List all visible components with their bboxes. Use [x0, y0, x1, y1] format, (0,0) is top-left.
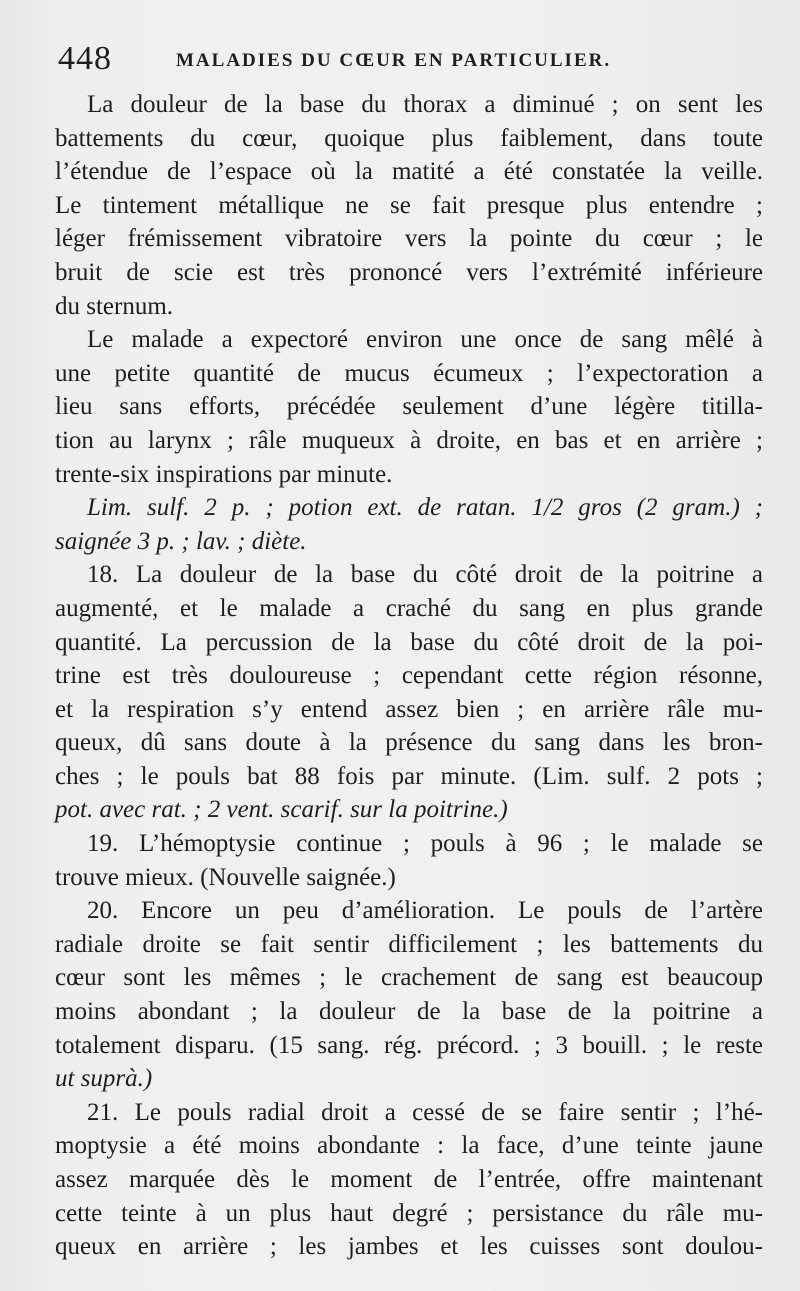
text-line: l’étendue de l’espace où la matité a été constatée la veille.: [55, 158, 763, 186]
text-line: trente-six inspirations par minute.: [55, 460, 393, 488]
text-line: totalement disparu. (15 sang. rég. précord. ; 3 bouill. ; le reste: [55, 1031, 763, 1059]
text-line: du sternum.: [55, 292, 174, 320]
page-header: [58, 40, 758, 86]
text-line: saignée 3 p. ; lav. ; diète.: [55, 527, 307, 555]
text-line: ches ; le pouls bat 88 fois par minute. (Lim. sulf. 2 pots ;: [55, 762, 763, 790]
text-line: 21. Le pouls radial droit a cessé de se faire sentir ; l’hé-: [87, 1098, 763, 1126]
text-line: La douleur de la base du thorax a diminué ; on sent les: [87, 91, 763, 118]
text-line: battements du cœur, quoique plus faiblement, dans toute: [55, 124, 763, 152]
text-line: 18. La douleur de la base du côté droit de la poitrine a: [87, 561, 763, 589]
text-line: pot. avec rat. ; 2 vent. scarif. sur la poitrine.): [55, 796, 508, 824]
text-line: cœur sont les mêmes ; le crachement de sang est beaucoup: [55, 964, 763, 992]
text-line: tion au larynx ; râle muqueux à droite, en bas et en arrière ;: [55, 426, 763, 454]
text-line: trouve mieux. (Nouvelle saignée.): [55, 863, 396, 891]
text-line: une petite quantité de mucus écumeux ; l’expectoration a: [55, 359, 763, 387]
text-line: Lim. sulf. 2 p. ; potion ext. de ratan. 1/2 gros (2 gram.) ;: [87, 494, 763, 522]
text-line: cette teinte à un plus haut degré ; persistance du râle mu-: [55, 1199, 763, 1227]
text-line: radiale droite se fait sentir difficilement ; les battements du: [55, 930, 763, 958]
text-line: augmenté, et le malade a craché du sang en plus grande: [55, 594, 763, 622]
running-title: MALADIES DU CŒUR EN PARTICULIER.: [176, 50, 612, 71]
text-line: 20. Encore un peu d’amélioration. Le pouls de l’artère: [87, 897, 763, 925]
text-line: ut suprà.): [55, 1065, 153, 1093]
text-line: Le malade a expectoré environ une once de sang mêlé à: [87, 326, 763, 354]
text-line: et la respiration s’y entend assez bien ; en arrière râle mu-: [55, 695, 763, 723]
text-line: 19. L’hémoptysie continue ; pouls à 96 ; le malade se: [87, 830, 763, 858]
text-line: trine est très douloureuse ; cependant cette région résonne,: [55, 662, 763, 690]
page-number: 448: [58, 40, 112, 77]
text-line: bruit de scie est très prononcé vers l’extrémité inférieure: [55, 258, 763, 286]
text-line: quantité. La percussion de la base du côté droit de la poi-: [55, 628, 763, 656]
text-line: assez marquée dès le moment de l’entrée, offre maintenant: [55, 1166, 763, 1193]
text-line: léger frémissement vibratoire vers la pointe du cœur ; le: [55, 225, 763, 253]
body-text: [55, 88, 763, 1264]
text-line: moins abondant ; la douleur de la base de la poitrine a: [55, 998, 763, 1026]
text-line: Le tintement métallique ne se fait presque plus entendre ;: [55, 191, 763, 219]
text-line: queux en arrière ; les jambes et les cuisses sont doulou-: [55, 1233, 763, 1261]
text-line: queux, dû sans doute à la présence du sang dans les bron-: [55, 729, 763, 757]
text-line: lieu sans efforts, précédée seulement d’une légère titilla-: [55, 393, 763, 421]
text-line: moptysie a été moins abondante : la face, d’une teinte jaune: [55, 1132, 763, 1160]
